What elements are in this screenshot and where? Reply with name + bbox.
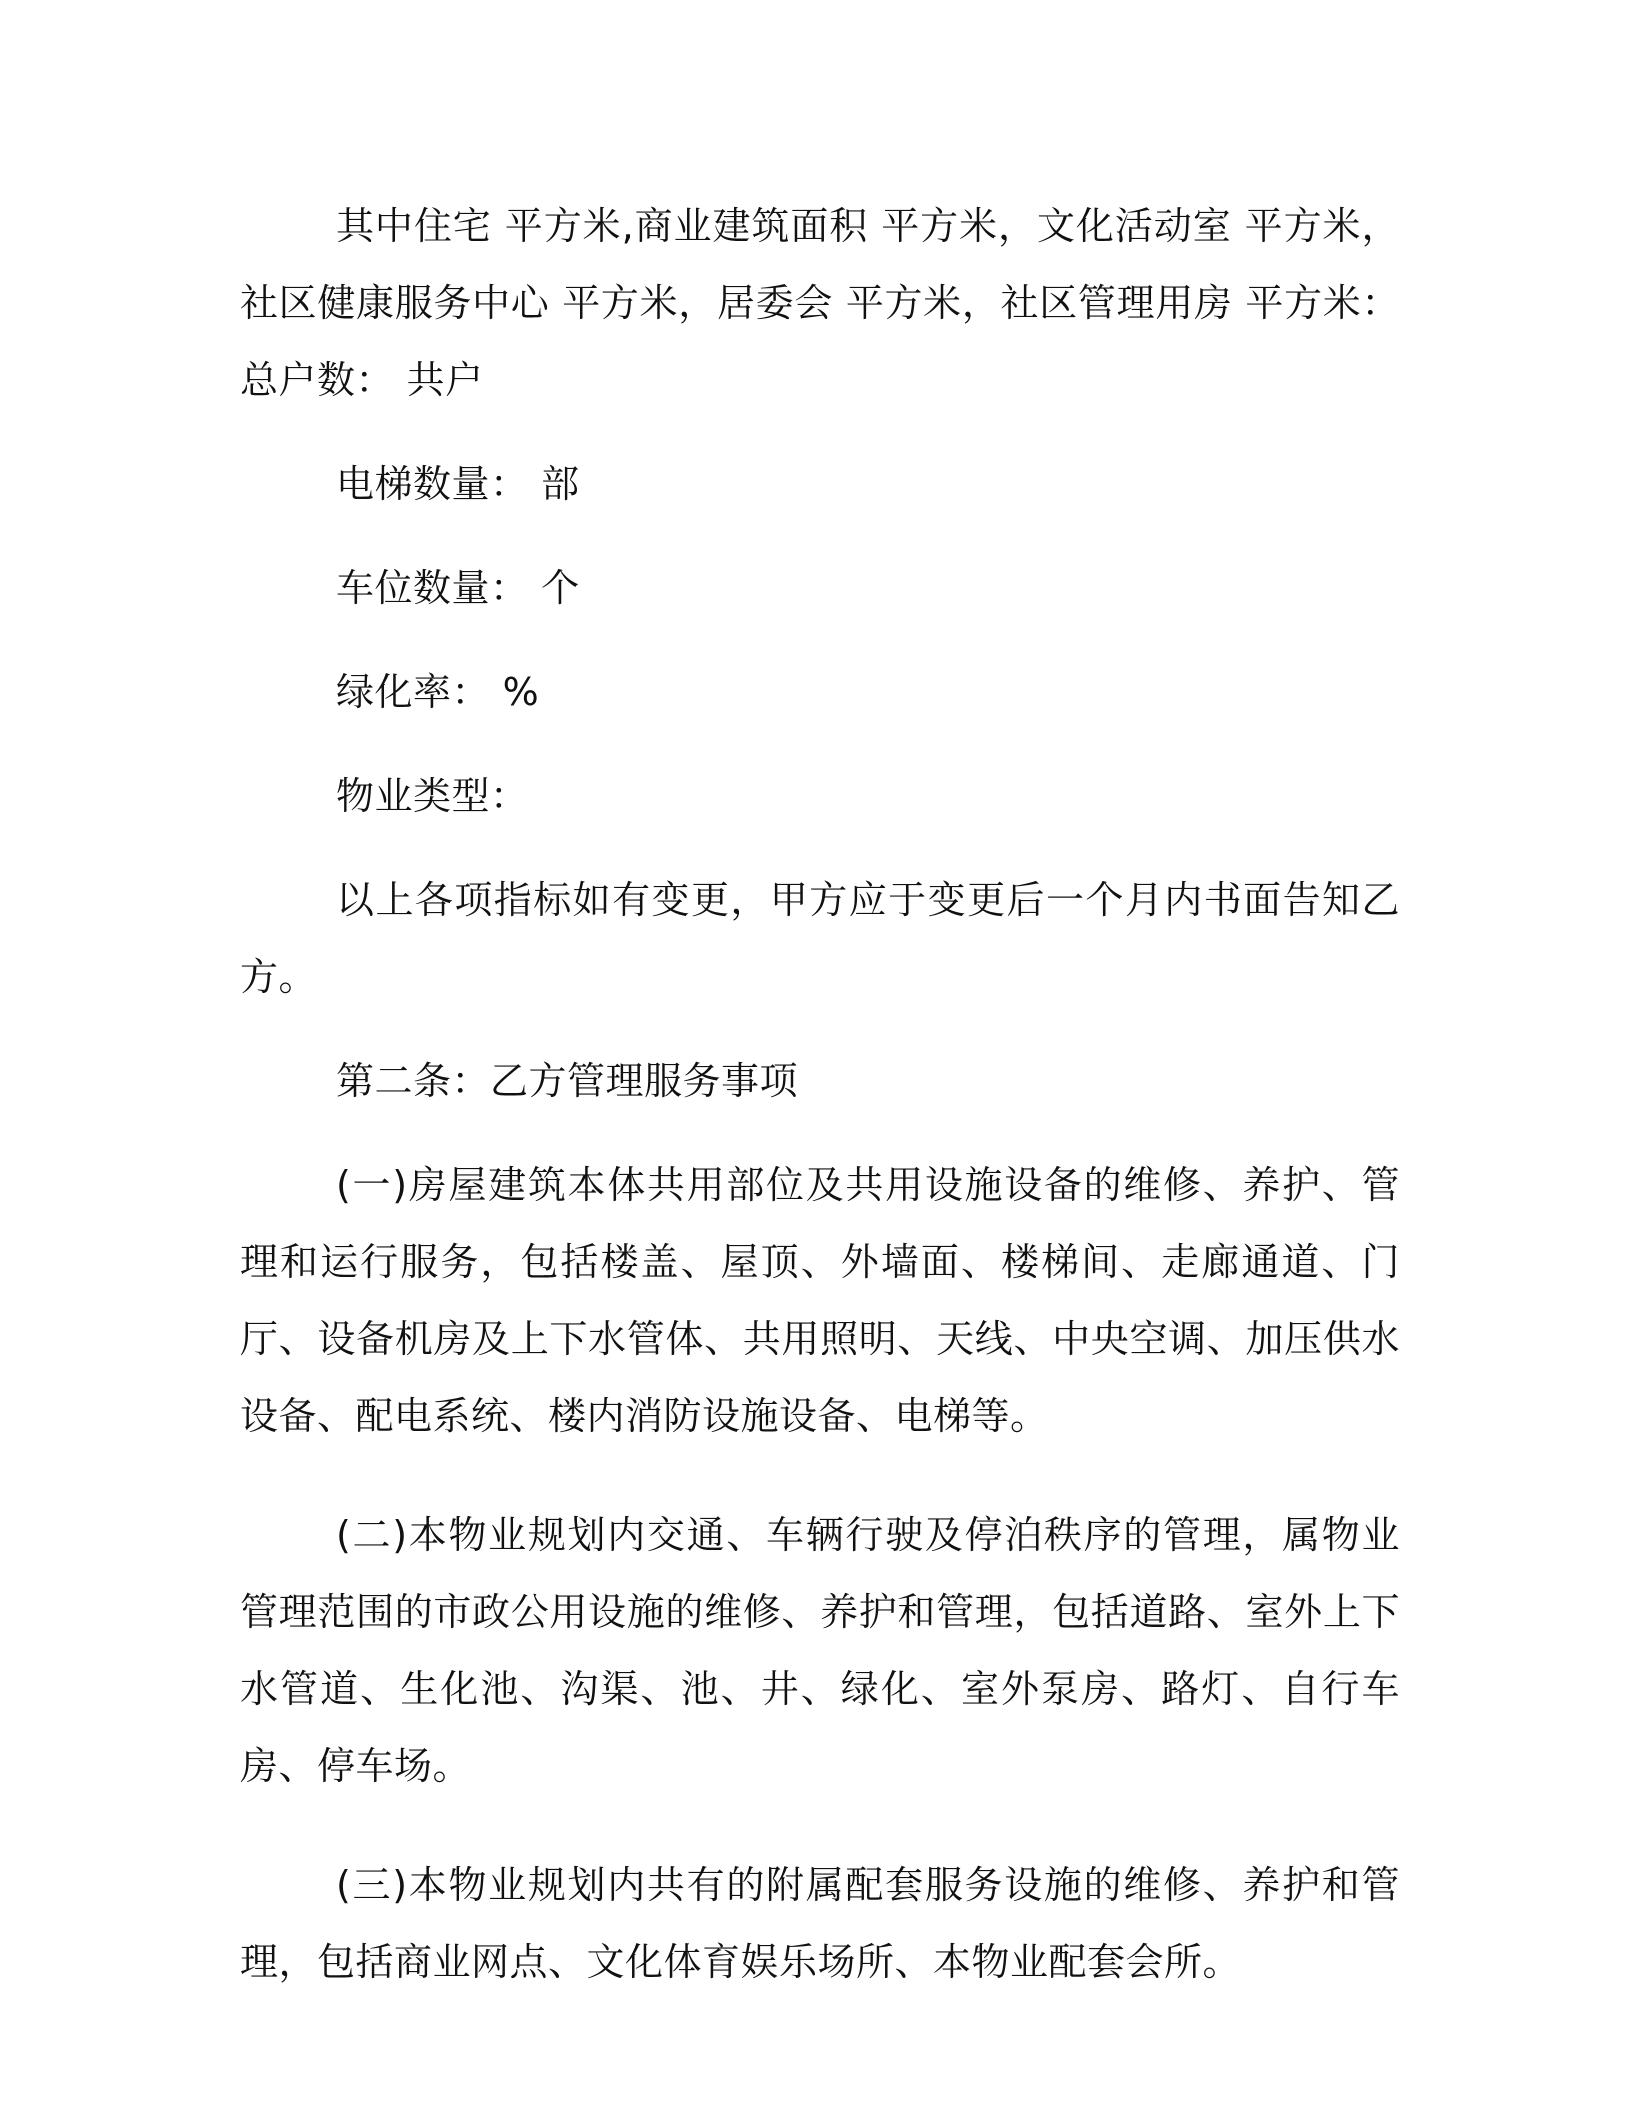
paragraph-elevator-count: 电梯数量： 部 [336, 462, 580, 506]
document-body [240, 188, 1400, 2001]
paragraph-area-summary: 其中住宅 平方米,商业建筑面积 平方米，文化活动室 平方米，社区健康服务中心 平方米，居委会 平方米，社区管理用房 平方米： 总户数： 共户 [240, 204, 1400, 402]
paragraph-change-notice: 以上各项指标如有变更，甲方应于变更后一个月内书面告知乙方。 [240, 878, 1400, 999]
paragraph-item-three: (三)本物业规划内共有的附属配套服务设施的维修、养护和管理，包括商业网点、文化体育娱乐场所、本物业配套会所。 [240, 1863, 1400, 1984]
paragraph-item-one: (一)房屋建筑本体共用部位及共用设施设备的维修、养护、管理和运行服务，包括楼盖、屋顶、外墙面、楼梯间、走廊通道、门厅、设备机房及上下水管体、共用照明、天线、中央空调、加压供水设备、配电系统、楼内消防设施设备、电梯等。 [240, 1163, 1400, 1438]
paragraph-parking-count: 车位数量： 个 [336, 566, 580, 610]
paragraph-property-type: 物业类型： [336, 774, 529, 818]
article-two-heading: 第二条：乙方管理服务事项 [336, 1059, 799, 1103]
paragraph-greening-rate: 绿化率： % [336, 670, 540, 714]
paragraph-item-two: (二)本物业规划内交通、车辆行驶及停泊秩序的管理，属物业管理范围的市政公用设施的维修、养护和管理，包括道路、室外上下水管道、生化池、沟渠、池、井、绿化、室外泵房、路灯、自行车房、停车场。 [240, 1513, 1400, 1788]
